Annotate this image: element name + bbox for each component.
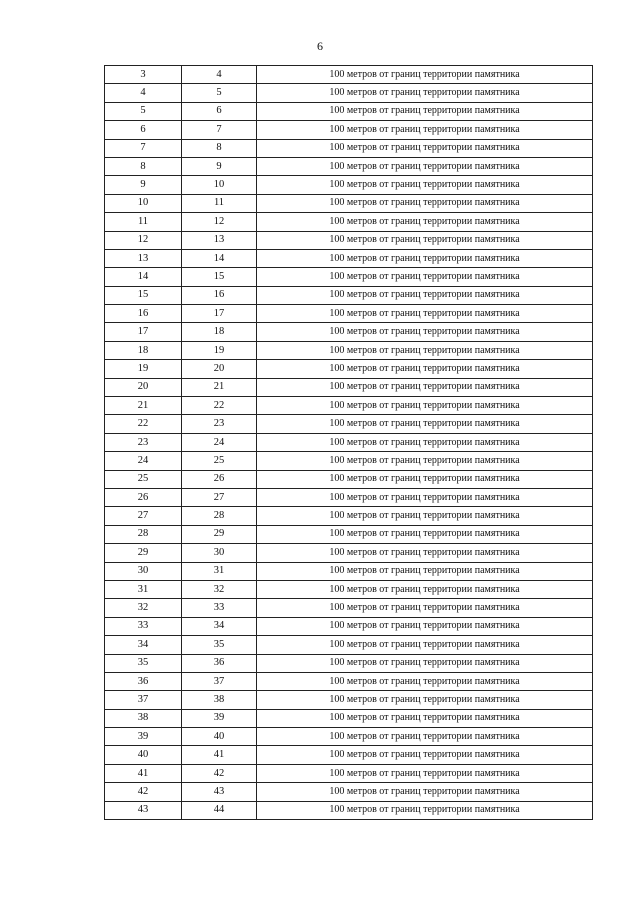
- point-to-cell: 40: [182, 728, 257, 746]
- distance-cell: 100 метров от границ территории памятника: [257, 194, 593, 212]
- distance-cell: 100 метров от границ территории памятника: [257, 801, 593, 819]
- point-from-cell: 20: [105, 378, 182, 396]
- point-from-cell: 8: [105, 157, 182, 175]
- point-to-cell: 20: [182, 360, 257, 378]
- point-to-cell: 43: [182, 783, 257, 801]
- point-from-cell: 34: [105, 636, 182, 654]
- table-row: [105, 231, 593, 249]
- page-number: 6: [317, 39, 323, 53]
- table-row: [105, 488, 593, 506]
- point-from-cell: 7: [105, 139, 182, 157]
- distance-cell: 100 метров от границ территории памятника: [257, 746, 593, 764]
- table-row: [105, 176, 593, 194]
- table-row: [105, 544, 593, 562]
- table-row: [105, 617, 593, 635]
- table-row: [105, 764, 593, 782]
- distance-cell: 100 метров от границ территории памятника: [257, 415, 593, 433]
- point-to-cell: 25: [182, 452, 257, 470]
- point-from-cell: 26: [105, 488, 182, 506]
- point-from-cell: 41: [105, 764, 182, 782]
- table-row: [105, 249, 593, 267]
- distance-cell: 100 метров от границ территории памятника: [257, 654, 593, 672]
- point-from-cell: 19: [105, 360, 182, 378]
- point-to-cell: 39: [182, 709, 257, 727]
- point-from-cell: 38: [105, 709, 182, 727]
- table-row: [105, 599, 593, 617]
- distance-cell: 100 метров от границ территории памятника: [257, 580, 593, 598]
- table-row: [105, 433, 593, 451]
- distance-cell: 100 метров от границ территории памятника: [257, 452, 593, 470]
- point-from-cell: 28: [105, 525, 182, 543]
- distance-cell: 100 метров от границ территории памятника: [257, 231, 593, 249]
- point-to-cell: 21: [182, 378, 257, 396]
- point-from-cell: 5: [105, 102, 182, 120]
- point-to-cell: 15: [182, 268, 257, 286]
- distance-cell: 100 метров от границ территории памятника: [257, 764, 593, 782]
- point-to-cell: 29: [182, 525, 257, 543]
- distance-cell: 100 метров от границ территории памятника: [257, 617, 593, 635]
- point-from-cell: 29: [105, 544, 182, 562]
- table-row: [105, 728, 593, 746]
- distance-cell: 100 метров от границ территории памятника: [257, 728, 593, 746]
- point-from-cell: 25: [105, 470, 182, 488]
- point-from-cell: 36: [105, 672, 182, 690]
- point-to-cell: 32: [182, 580, 257, 598]
- distance-cell: 100 метров от границ территории памятника: [257, 470, 593, 488]
- table-row: [105, 139, 593, 157]
- point-to-cell: 30: [182, 544, 257, 562]
- distance-cell: 100 метров от границ территории памятника: [257, 672, 593, 690]
- distance-cell: 100 метров от границ территории памятника: [257, 709, 593, 727]
- table-row: [105, 636, 593, 654]
- table-row: [105, 746, 593, 764]
- point-to-cell: 19: [182, 341, 257, 359]
- point-to-cell: 35: [182, 636, 257, 654]
- distance-cell: 100 метров от границ территории памятника: [257, 691, 593, 709]
- point-to-cell: 10: [182, 176, 257, 194]
- distance-cell: 100 метров от границ территории памятника: [257, 378, 593, 396]
- table-row: [105, 360, 593, 378]
- distance-cell: 100 метров от границ территории памятника: [257, 397, 593, 415]
- distance-cell: 100 метров от границ территории памятника: [257, 121, 593, 139]
- table-row: [105, 323, 593, 341]
- table-row: [105, 84, 593, 102]
- point-to-cell: 12: [182, 213, 257, 231]
- point-to-cell: 6: [182, 102, 257, 120]
- point-to-cell: 7: [182, 121, 257, 139]
- distance-cell: 100 метров от границ территории памятника: [257, 507, 593, 525]
- point-to-cell: 27: [182, 488, 257, 506]
- table-row: [105, 801, 593, 819]
- distance-cell: 100 метров от границ территории памятника: [257, 249, 593, 267]
- distance-cell: 100 метров от границ территории памятника: [257, 176, 593, 194]
- point-to-cell: 13: [182, 231, 257, 249]
- point-from-cell: 10: [105, 194, 182, 212]
- point-from-cell: 11: [105, 213, 182, 231]
- distance-cell: 100 метров от границ территории памятника: [257, 157, 593, 175]
- table-row: [105, 525, 593, 543]
- point-to-cell: 14: [182, 249, 257, 267]
- table-row: [105, 470, 593, 488]
- table-row: [105, 121, 593, 139]
- table-row: [105, 562, 593, 580]
- point-to-cell: 23: [182, 415, 257, 433]
- point-from-cell: 24: [105, 452, 182, 470]
- table-body: [105, 66, 593, 820]
- point-to-cell: 44: [182, 801, 257, 819]
- point-to-cell: 41: [182, 746, 257, 764]
- table-row: [105, 305, 593, 323]
- distance-cell: 100 метров от границ территории памятника: [257, 66, 593, 84]
- distance-cell: 100 метров от границ территории памятника: [257, 488, 593, 506]
- point-from-cell: 17: [105, 323, 182, 341]
- point-from-cell: 14: [105, 268, 182, 286]
- point-to-cell: 36: [182, 654, 257, 672]
- point-from-cell: 33: [105, 617, 182, 635]
- table-row: [105, 341, 593, 359]
- table-row: [105, 783, 593, 801]
- distance-cell: 100 метров от границ территории памятника: [257, 433, 593, 451]
- point-from-cell: 43: [105, 801, 182, 819]
- distance-cell: 100 метров от границ территории памятника: [257, 268, 593, 286]
- point-to-cell: 34: [182, 617, 257, 635]
- point-to-cell: 17: [182, 305, 257, 323]
- point-to-cell: 28: [182, 507, 257, 525]
- point-to-cell: 4: [182, 66, 257, 84]
- distance-cell: 100 метров от границ территории памятника: [257, 286, 593, 304]
- table-row: [105, 507, 593, 525]
- point-from-cell: 23: [105, 433, 182, 451]
- point-to-cell: 31: [182, 562, 257, 580]
- table-row: [105, 194, 593, 212]
- distance-cell: 100 метров от границ территории памятника: [257, 84, 593, 102]
- table-row: [105, 286, 593, 304]
- point-to-cell: 22: [182, 397, 257, 415]
- distance-cell: 100 метров от границ территории памятника: [257, 341, 593, 359]
- point-to-cell: 24: [182, 433, 257, 451]
- point-to-cell: 33: [182, 599, 257, 617]
- point-to-cell: 9: [182, 157, 257, 175]
- distance-cell: 100 метров от границ территории памятника: [257, 562, 593, 580]
- distance-cell: 100 метров от границ территории памятника: [257, 139, 593, 157]
- table-row: [105, 580, 593, 598]
- point-from-cell: 15: [105, 286, 182, 304]
- table-row: [105, 452, 593, 470]
- point-from-cell: 42: [105, 783, 182, 801]
- table-row: [105, 709, 593, 727]
- point-from-cell: 35: [105, 654, 182, 672]
- point-from-cell: 16: [105, 305, 182, 323]
- table-row: [105, 378, 593, 396]
- point-to-cell: 42: [182, 764, 257, 782]
- point-from-cell: 4: [105, 84, 182, 102]
- point-from-cell: 6: [105, 121, 182, 139]
- distance-cell: 100 метров от границ территории памятника: [257, 360, 593, 378]
- table-row: [105, 415, 593, 433]
- distance-cell: 100 метров от границ территории памятника: [257, 102, 593, 120]
- point-from-cell: 3: [105, 66, 182, 84]
- point-to-cell: 11: [182, 194, 257, 212]
- point-to-cell: 5: [182, 84, 257, 102]
- distance-cell: 100 метров от границ территории памятника: [257, 323, 593, 341]
- zone-boundaries-table: [104, 65, 593, 820]
- point-to-cell: 16: [182, 286, 257, 304]
- table-row: [105, 672, 593, 690]
- table-row: [105, 102, 593, 120]
- point-from-cell: 9: [105, 176, 182, 194]
- distance-cell: 100 метров от границ территории памятника: [257, 599, 593, 617]
- distance-cell: 100 метров от границ территории памятника: [257, 544, 593, 562]
- distance-cell: 100 метров от границ территории памятника: [257, 525, 593, 543]
- point-from-cell: 18: [105, 341, 182, 359]
- point-from-cell: 21: [105, 397, 182, 415]
- table-row: [105, 213, 593, 231]
- point-from-cell: 30: [105, 562, 182, 580]
- point-to-cell: 26: [182, 470, 257, 488]
- point-from-cell: 31: [105, 580, 182, 598]
- distance-cell: 100 метров от границ территории памятника: [257, 636, 593, 654]
- distance-cell: 100 метров от границ территории памятника: [257, 783, 593, 801]
- point-from-cell: 13: [105, 249, 182, 267]
- table-row: [105, 66, 593, 84]
- point-from-cell: 40: [105, 746, 182, 764]
- distance-cell: 100 метров от границ территории памятника: [257, 213, 593, 231]
- point-from-cell: 12: [105, 231, 182, 249]
- point-to-cell: 8: [182, 139, 257, 157]
- point-from-cell: 32: [105, 599, 182, 617]
- point-to-cell: 37: [182, 672, 257, 690]
- table-row: [105, 268, 593, 286]
- table-row: [105, 691, 593, 709]
- distance-cell: 100 метров от границ территории памятника: [257, 305, 593, 323]
- point-from-cell: 39: [105, 728, 182, 746]
- point-to-cell: 18: [182, 323, 257, 341]
- point-from-cell: 27: [105, 507, 182, 525]
- point-from-cell: 37: [105, 691, 182, 709]
- point-to-cell: 38: [182, 691, 257, 709]
- table-row: [105, 397, 593, 415]
- point-from-cell: 22: [105, 415, 182, 433]
- table-row: [105, 654, 593, 672]
- table-row: [105, 157, 593, 175]
